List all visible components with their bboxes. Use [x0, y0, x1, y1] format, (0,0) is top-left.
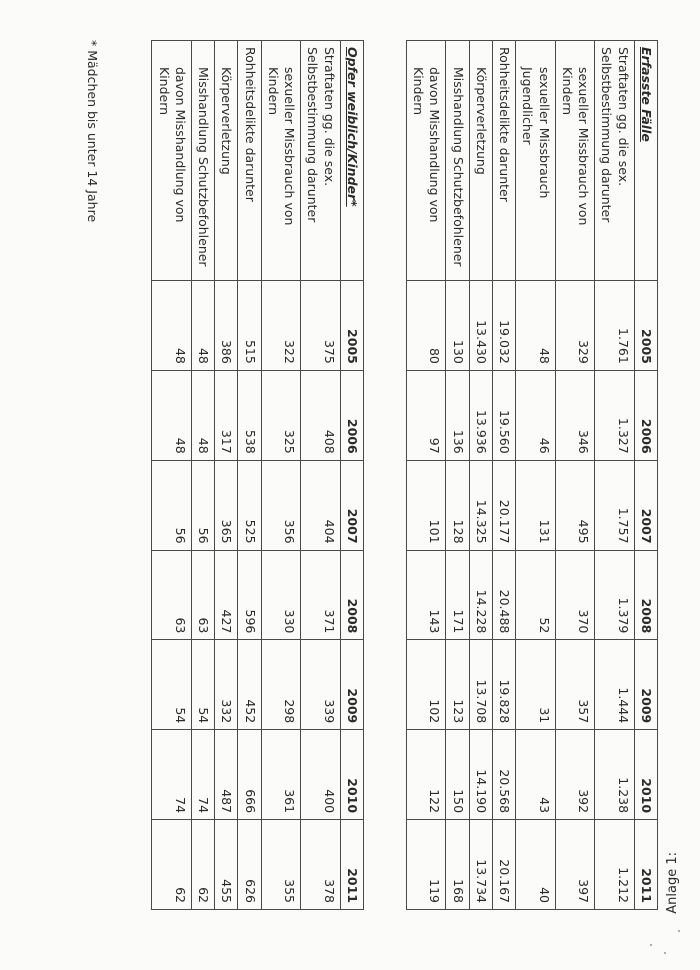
row-label: Rohheitsdelikte darunter [493, 41, 516, 281]
cell-value: 370 [555, 550, 595, 640]
year-header: 2006 [634, 370, 657, 460]
scan-speck [664, 952, 666, 954]
cell-value: 48 [152, 281, 192, 371]
cell-value: 355 [261, 820, 301, 910]
cell-value: 54 [192, 640, 215, 730]
table-row [261, 41, 301, 910]
scan-speck [650, 944, 652, 946]
anlage-label: Anlage 1: [665, 852, 680, 914]
row-label: davon Misshandlung von Kindern [152, 41, 192, 281]
year-header: 2011 [340, 820, 363, 910]
cell-value: 122 [407, 730, 447, 820]
cell-value: 48 [192, 281, 215, 371]
cell-value: 298 [261, 640, 301, 730]
cell-value: 361 [261, 730, 301, 820]
year-header: 2007 [340, 460, 363, 550]
cell-value: 20.488 [493, 550, 516, 640]
cell-value: 131 [516, 460, 556, 550]
table-row [516, 41, 556, 910]
cell-value: 404 [301, 460, 341, 550]
table-row [555, 41, 595, 910]
cell-value: 14.190 [469, 730, 492, 820]
cell-value: 329 [555, 281, 595, 371]
cell-value: 357 [555, 640, 595, 730]
table-row [238, 41, 261, 910]
cell-value: 123 [446, 640, 469, 730]
cell-value: 400 [301, 730, 341, 820]
cell-value: 487 [215, 730, 238, 820]
row-label: Körperverletzung [469, 41, 492, 281]
cell-value: 31 [516, 640, 556, 730]
cell-value: 56 [152, 460, 192, 550]
cell-value: 408 [301, 370, 341, 460]
year-header: 2005 [340, 281, 363, 371]
year-header: 2011 [634, 820, 657, 910]
table-row [215, 41, 238, 910]
cell-value: 143 [407, 550, 447, 640]
cases-table [406, 40, 658, 910]
cell-value: 13.734 [469, 820, 492, 910]
table-row [493, 41, 516, 910]
row-label: Körperverletzung [215, 41, 238, 281]
cell-value: 20.177 [493, 460, 516, 550]
cell-value: 515 [238, 281, 261, 371]
year-header: 2008 [634, 550, 657, 640]
cell-value: 136 [446, 370, 469, 460]
table-row [152, 41, 192, 910]
cell-value: 14.228 [469, 550, 492, 640]
cell-value: 1.238 [595, 730, 635, 820]
cell-value: 346 [555, 370, 595, 460]
cell-value: 1.761 [595, 281, 635, 371]
cell-value: 19.032 [493, 281, 516, 371]
table-row [469, 41, 492, 910]
cell-value: 386 [215, 281, 238, 371]
cell-value: 322 [261, 281, 301, 371]
cell-value: 102 [407, 640, 447, 730]
cell-value: 130 [446, 281, 469, 371]
cell-value: 332 [215, 640, 238, 730]
cell-value: 397 [555, 820, 595, 910]
cell-value: 1.212 [595, 820, 635, 910]
cell-value: 74 [152, 730, 192, 820]
cell-value: 365 [215, 460, 238, 550]
victims-table-header-row [340, 41, 363, 910]
row-label: sexueller Missbrauch von Kindern [261, 41, 301, 281]
cell-value: 538 [238, 370, 261, 460]
cell-value: 375 [301, 281, 341, 371]
year-header: 2010 [634, 730, 657, 820]
cell-value: 101 [407, 460, 447, 550]
table-row [192, 41, 215, 910]
cell-value: 356 [261, 460, 301, 550]
cell-value: 56 [192, 460, 215, 550]
row-label: sexueller Missbrauch von Kindern [555, 41, 595, 281]
cell-value: 596 [238, 550, 261, 640]
scan-speck [678, 930, 680, 932]
cell-value: 19.828 [493, 640, 516, 730]
cell-value: 119 [407, 820, 447, 910]
cell-value: 48 [516, 281, 556, 371]
cell-value: 1.757 [595, 460, 635, 550]
cell-value: 128 [446, 460, 469, 550]
cell-value: 1.379 [595, 550, 635, 640]
row-label: Straftaten gg. die sex. Selbstbestimmung darunter [595, 41, 635, 281]
cell-value: 62 [192, 820, 215, 910]
cell-value: 52 [516, 550, 556, 640]
cell-value: 371 [301, 550, 341, 640]
table-row [595, 41, 635, 910]
cell-value: 14.325 [469, 460, 492, 550]
cell-value: 525 [238, 460, 261, 550]
year-header: 2005 [634, 281, 657, 371]
cell-value: 80 [407, 281, 447, 371]
year-header: 2009 [634, 640, 657, 730]
cell-value: 19.560 [493, 370, 516, 460]
row-label: Misshandlung Schutzbefohlener [446, 41, 469, 281]
cases-table-header-row [634, 41, 657, 910]
cell-value: 74 [192, 730, 215, 820]
cases-table-title: Erfasste Fälle [634, 41, 657, 281]
cell-value: 13.936 [469, 370, 492, 460]
cell-value: 392 [555, 730, 595, 820]
cell-value: 168 [446, 820, 469, 910]
cell-value: 495 [555, 460, 595, 550]
cell-value: 452 [238, 640, 261, 730]
cell-value: 13.708 [469, 640, 492, 730]
cell-value: 1.444 [595, 640, 635, 730]
cell-value: 626 [238, 820, 261, 910]
footnote: * Mädchen bis unter 14 Jahre [85, 40, 100, 223]
table-row [407, 41, 447, 910]
table-row [301, 41, 341, 910]
year-header: 2007 [634, 460, 657, 550]
year-header: 2006 [340, 370, 363, 460]
cell-value: 378 [301, 820, 341, 910]
table-row [446, 41, 469, 910]
victims-table [152, 40, 365, 910]
cell-value: 150 [446, 730, 469, 820]
year-header: 2010 [340, 730, 363, 820]
year-header: 2009 [340, 640, 363, 730]
year-header: 2008 [340, 550, 363, 640]
row-label: sexueller Missbrauch Jugendlicher [516, 41, 556, 281]
cell-value: 455 [215, 820, 238, 910]
cell-value: 666 [238, 730, 261, 820]
cell-value: 46 [516, 370, 556, 460]
cell-value: 330 [261, 550, 301, 640]
cell-value: 43 [516, 730, 556, 820]
cell-value: 20.167 [493, 820, 516, 910]
row-label: Rohheitsdelikte darunter [238, 41, 261, 281]
cell-value: 97 [407, 370, 447, 460]
row-label: davon Misshandlung von Kindern [407, 41, 447, 281]
cell-value: 1.327 [595, 370, 635, 460]
cell-value: 317 [215, 370, 238, 460]
cell-value: 48 [192, 370, 215, 460]
cell-value: 62 [152, 820, 192, 910]
cell-value: 40 [516, 820, 556, 910]
cell-value: 54 [152, 640, 192, 730]
cell-value: 339 [301, 640, 341, 730]
cell-value: 20.568 [493, 730, 516, 820]
cell-value: 48 [152, 370, 192, 460]
cell-value: 427 [215, 550, 238, 640]
cell-value: 13.430 [469, 281, 492, 371]
cell-value: 171 [446, 550, 469, 640]
cell-value: 63 [192, 550, 215, 640]
row-label: Straftaten gg. die sex. Selbstbestimmung darunter [301, 41, 341, 281]
row-label: Misshandlung Schutzbefohlener [192, 41, 215, 281]
victims-table-title: Opfer weiblich/Kinder* [340, 41, 363, 281]
cell-value: 63 [152, 550, 192, 640]
cell-value: 325 [261, 370, 301, 460]
